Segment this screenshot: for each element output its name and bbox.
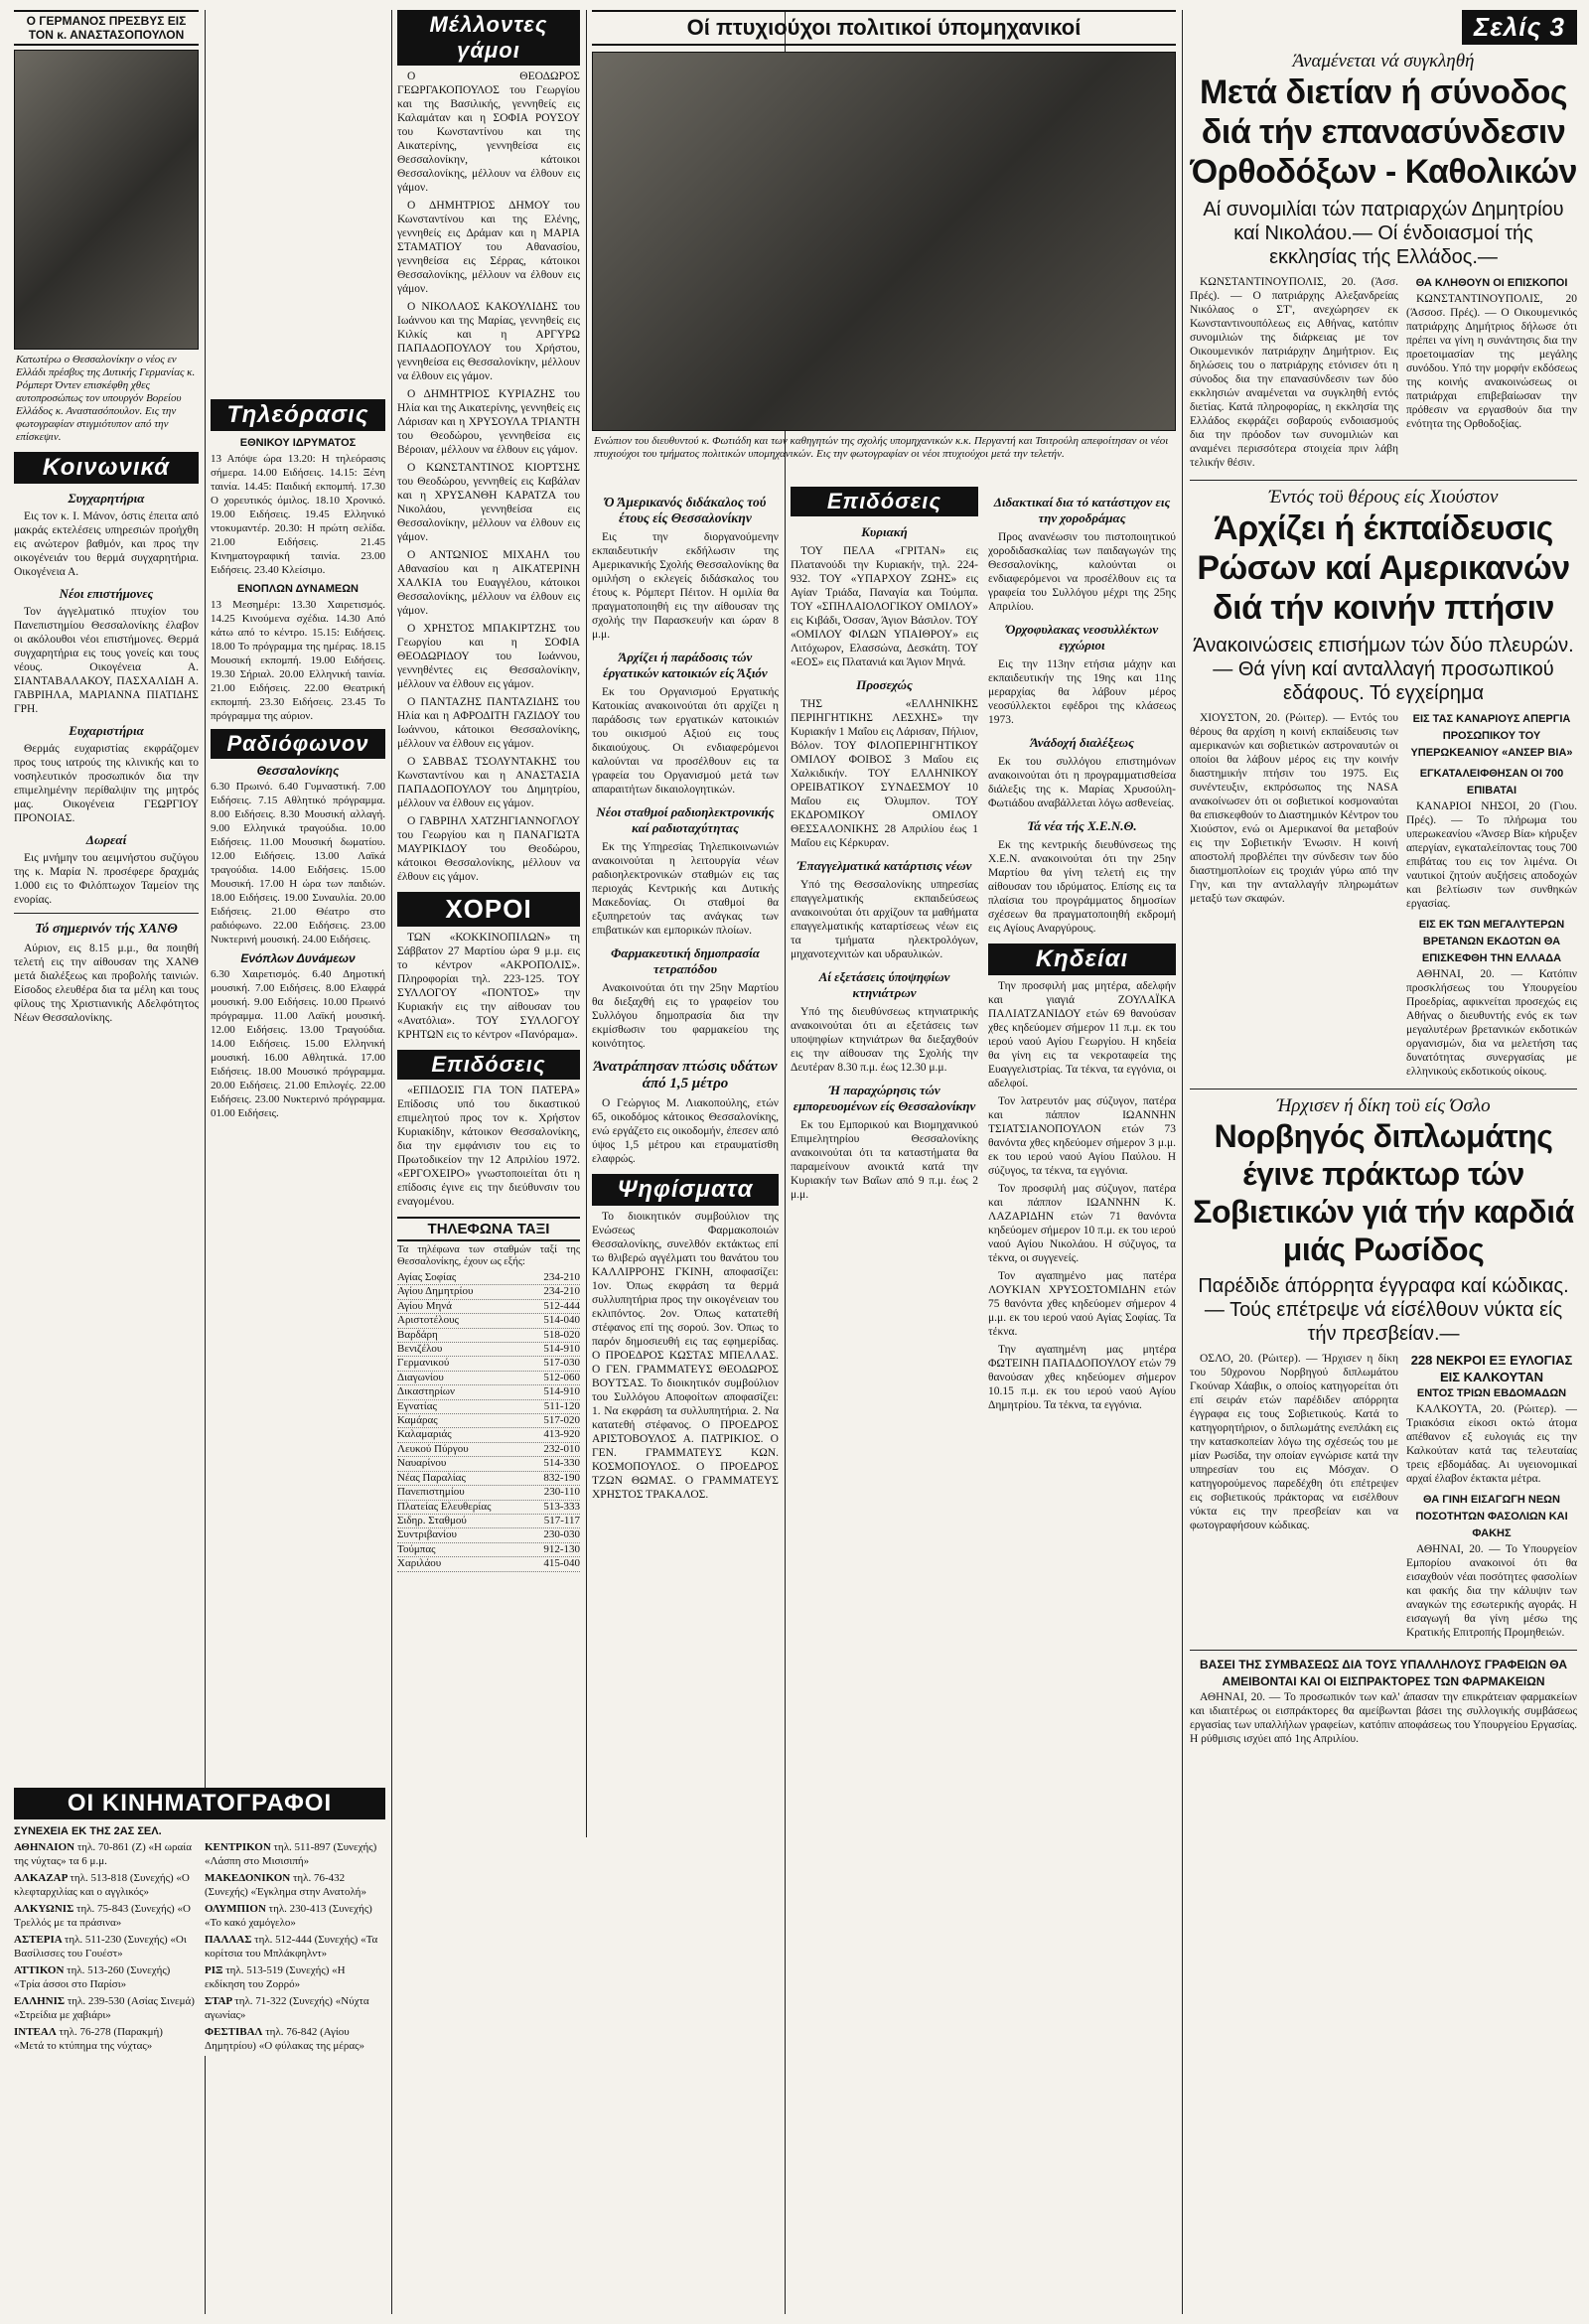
taxi-station-name: Νέας Παραλίας (397, 1471, 466, 1484)
taxi-station-phone: 230-030 (543, 1528, 580, 1541)
taxi-station-name: Τούμπας (397, 1542, 436, 1555)
wedding-item: Ο ΓΑΒΡΙΗΛ ΧΑΤΖΗΓΙΑΝΝΟΓΛΟΥ του Γεωργίου και η ΠΑΝΑΓΙΩΤΑ ΜΑΥΡΙΚΙΔΟΥ του Θεοδώρου, κάτοικοι Θεσσαλονίκης, μέλλουν να έλθουν εις γάμον. (397, 815, 580, 883)
graduates-photo (592, 52, 1176, 431)
xano-paragraph: Αύριον, εις 8.15 μ.μ., θα ποιηθή τελετή εις την αίθουσαν της ΧΑΝΘ μετά διαλέξεως και προβολής ταινιών. Είσοδος ελευθέρα δια τα μέλη και τους φίλους της Χριστιανικής Αδελφότητος Νέων Θεσσαλονίκης. (14, 943, 199, 1024)
trade-headline: Ή παραχώρησις τών εμπορευομένων είς Θεσσαλονίκην (793, 1083, 976, 1113)
cinema-item (205, 1840, 385, 1868)
taxi-station-name: Συντριβανίου (397, 1528, 457, 1541)
taxi-row (397, 1329, 580, 1343)
taxi-station-name: Πλατείας Ελευθερίας (397, 1500, 492, 1513)
social-section-title: Δωρεαί (85, 832, 127, 847)
tv-network-1: ΕΘΝΙΚΟΥ ΙΔΡΥΜΑΤΟΣ (239, 437, 357, 449)
taxi-station-phone: 415-040 (543, 1557, 580, 1570)
cinema-header: ΟΙ ΚΙΝΗΜΑΤΟΓΡΑΦΟΙ (14, 1788, 385, 1819)
taxi-header: ΤΗΛΕΦΩΝΑ ΤΑΞΙ (397, 1217, 580, 1241)
taxi-station-phone: 518-020 (543, 1328, 580, 1341)
story-1-text (1190, 275, 1398, 474)
taxi-station-phone: 413-920 (543, 1428, 580, 1441)
wedding-item: Ο ΚΩΝΣΤΑΝΤΙΝΟΣ ΚΙΟΡΤΣΗΣ του Θεοδώρου, γεννηθείς εις Καβάλαν και η ΧΡΥΣΑΝΘΗ ΚΑΡΑΤΖΑ του Νικολάου, γεννηθείσα εις Θεσσαλονίκην, μέλλουν να έλθουν εις γάμον. (397, 462, 580, 543)
teaching-headline: Διδακτικαί δια τό κατάστιχον εις την χοροδράμας (993, 495, 1171, 525)
import-headline: ΘΑ ΓΙΝΗ ΕΙΣΑΓΩΓΗ ΝΕΩΝ ΠΟΣΟΤΗΤΩΝ ΦΑΣΟΛΙΩΝ ΚΑΙ ΦΑΚΗΣ (1415, 1494, 1568, 1539)
workers-text (592, 685, 779, 797)
column-4b (988, 487, 1176, 1416)
taxi-row (397, 1501, 580, 1515)
taxi-row (397, 1457, 580, 1471)
strike-subhead: ΕΓΚΑΤΑΛΕΙΦΘΗΣΑΝ ΟΙ 700 ΕΠΙΒΑΤΑΙ (1419, 768, 1564, 797)
cinema-name: ΜΑΚΕΔΟΝΙΚΟΝ (205, 1872, 293, 1884)
taxi-row (397, 1314, 580, 1328)
cinema-name: ΑΘΗΝΑΙΟΝ (14, 1841, 77, 1853)
story-1-sidebar (1406, 275, 1577, 474)
taxi-list (397, 1271, 580, 1572)
cinema-info: τηλ. 239-530 (Ασίας Σινεμά) «Στρείδια με χαβιάρι» (14, 1995, 195, 2021)
cinema-info: τηλ. 511-897 (Συνεχής) «Λάσπη στο Μισισιπή» (205, 1841, 377, 1867)
column-2 (211, 10, 385, 1120)
taxi-row (397, 1414, 580, 1428)
taxi-station-phone: 513-333 (543, 1500, 580, 1513)
editors-text (1406, 967, 1577, 1079)
ballots-text (592, 1210, 779, 1502)
cinema-name: ΚΕΝΤΡΙΚΟΝ (205, 1841, 274, 1853)
taxi-station-phone: 230-110 (543, 1486, 580, 1499)
social-section-title: Ευχαριστήρια (69, 723, 144, 738)
taxi-station-phone: 517-117 (543, 1514, 580, 1526)
taxi-row (397, 1515, 580, 1528)
funeral-notice: Τον αγαπημένο μας πατέρα ΛΟΥΚΙΑΝ ΧΡΥΣΟΣΤΟΜΙΔΗΝ ετών 75 θανόντα χθες κηδεύομεν σήμερον 4 μ.μ. εκ του ιερού ναού Αγίας Σοφίας. Τα τέκνα. (988, 1270, 1176, 1338)
excursions-header: Επιδόσεις (397, 1050, 580, 1080)
taxi-station-name: Σιδηρ. Σταθμού (397, 1514, 467, 1526)
taxi-station-phone: 512-444 (543, 1299, 580, 1312)
taxi-row (397, 1285, 580, 1299)
weddings-header: Μέλλοντες γάμοι (397, 10, 580, 66)
wedding-item: Ο ΧΡΗΣΤΟΣ ΜΠΑΚΙΡΤΖΗΣ του Γεωργίου και η ΣΟΦΙΑ ΘΕΟΔΩΡΙΔΟΥ του Ιωάννου, γεννηθέντες εις Θεσσαλονίκην, μέλλουν να έλθουν εις γάμον. (397, 623, 580, 690)
cinema-name: ΙΝΤΕΑΛ (14, 2026, 60, 2038)
cinema-item (14, 1871, 195, 1899)
excursions-text (397, 1084, 580, 1209)
divider (14, 913, 199, 914)
prof-text (791, 878, 978, 961)
american-headline: Ό Άμερικανός διδάκαλος τού έτους είς Θεσσαλονίκην (604, 495, 767, 525)
cinema-info: τηλ. 230-413 (Συνεχής) «Το κακό χαμόγελο» (205, 1903, 372, 1929)
cinema-name: ΠΑΛΛΑΣ (205, 1934, 255, 1946)
trade-text (791, 1118, 978, 1202)
excursions-paragraph: «ΕΠΙΔΟΣΙΣ ΓΙΑ ΤΟΝ ΠΑΤΕΡΑ» Επίδοσις υπό του δικαστικού επιμελητού προς τον κ. Χρήστον Κυριακίδην, κάτοικον Θεσσαλονίκης, δια την εμφάνισιν του εις το Πρωτοδικείον την 12 Απριλίου 1972. «ΕΡΓΟΧΕΙΡΟ» γνωστοποιείται ότι η επίδοσις έγινε εις την διεύθυνσιν του εναγομένου. (397, 1085, 580, 1208)
social-section-2 (14, 587, 199, 716)
cinema-name: ΟΛΥΜΠΙΟΝ (205, 1903, 269, 1915)
funerals-list (988, 979, 1176, 1412)
orthodox-paragraph: Εις την 113ην ετήσια μάχην και εκπαιδευτικήν της 19ης και 11ης μεραρχίας θα λάβουν μέρος νεοσύλλεκτοι εφέδροι της κλάσεως 1973. (988, 658, 1176, 726)
taxi-station-name: Λευκού Πύργου (397, 1442, 469, 1455)
cinema-name: ΑΛΚΥΩΝΙΣ (14, 1903, 77, 1915)
exams-headline: Αί εξετάσεις ύποψηφίων κτηνιάτρων (818, 969, 950, 1000)
taxi-station-phone: 514-330 (543, 1457, 580, 1470)
tv-schedule-1: 13 Απόψε ώρα 13.20: Η τηλεόρασις σήμερα. 14.00 Ειδήσεις. 14.15: Ξένη ταινία. 14.45: Παιδική εκπομπή. 17.30 Ο χορευτικός όμιλος. 18.10 Χρονικό. 19.00 Ειδήσεις. 19.45 Ελληνικό ντοκυμαντέρ. 20.30: Η πρώτη σελίδα. 21.00 Ειδήσεις. 21.45 Κινηματογραφική ταινία. 23.00 Ειδήσεις. 23.40 Κλείσιμο. (211, 453, 385, 576)
taxi-station-name: Καλαμαριάς (397, 1428, 452, 1441)
workers-paragraph: Εκ του Οργανισμού Εργατικής Κατοικίας ανακοινούται ότι αρχίζει η παράδοσις των εργατικών κατοικιών του οικισμού Αξιού εις τους δικαιούχους. Οι ενδιαφερόμενοι καλούνται να προσέλθουν εις τα γραφεία του Οργανισμού μετά των απαραιτήτων δικαιολογητικών. (592, 686, 779, 796)
orthodox-headline: Όρχοφυλακας νεοσυλλέκτων εγχώριοι (1005, 622, 1159, 653)
photo-header: Ο ΓΕΡΜΑΝΟΣ ΠΡΕΣΒΥΣ ΕΙΣ ΤΟΝ κ. ΑΝΑΣΤΑΣΟΠΟΥΛΟΝ (14, 10, 199, 46)
lecture-headline: Άνάδοχή διαλέξεως (1030, 735, 1134, 750)
radio-header: Ραδιόφωνον (211, 729, 385, 759)
wedding-item: Ο ΣΑΒΒΑΣ ΤΣΟΛΥΝΤΑΚΗΣ του Κωνσταντίνου και η ΑΝΑΣΤΑΣΙΑ ΠΑΠΑΔΟΠΟΥΛΟΥ του Δημητρίου, μέλλουν να έλθουν εις γάμον. (397, 756, 580, 809)
taxi-station-phone: 517-020 (543, 1414, 580, 1427)
social-section-text: Τον άγγελματικό πτυχίον του Πανεπιστημίου Θεσσαλονίκης έλαβον οι ακόλουθοι νέοι επιστήμονες. Θερμά συγχαρητήρια εις τους γονείς και τους νέους. Οικογένεια Α. ΣΙΑΝΤΑΒΑΛΑΚΟΥ, ΠΑΣΧΑΛΙΔΗ Α. ΓΑΒΡΙΗΛΑ, ΜΑΡΙΑΝΝΑ ΠΙΑΤΙΔΗΣ ΓΡΗ. (14, 606, 199, 715)
pharmacy-paragraph: Ανακοινούται ότι την 25ην Μαρτίου θα διεξαχθή εις το γραφείον του Συλλόγου δημοπρασία δια την εκμίσθωσιν του φαρμακείου της κοινότητος. (592, 982, 779, 1050)
tv-network-2: ΕΝΟΠΛΩΝ ΔΥΝΑΜΕΩΝ (237, 583, 359, 595)
radio-stations-paragraph: Εκ της Υπηρεσίας Τηλεπικοινωνιών ανακοινούται η λειτουργία νέων ραδιοηλεκτρονικών σταθμών εις τας περιοχάς Κεντρικής και Δυτικής Μακεδονίας. Οι σταθμοί θα εξυπηρετούν τας ανάγκας των επιβατικών και εμπορικών πλοίων. (592, 841, 779, 937)
cinema-info: τηλ. 75-843 (Συνεχής) «Ο Τρελλός με τα πράσινα» (14, 1903, 191, 1929)
cinema-item (205, 1871, 385, 1899)
story-2-text (1190, 711, 1398, 1083)
american-paragraph: Εις την διοργανούμενην εκπαιδευτικήν εκδήλωσιν της Αμερικανικής Σχολής Θεσσαλονίκης θα ομιλήση ο εκλεγείς διδάσκαλος του έτους κ. Ρόμπερτ Πέιτον. Η ομιλία θα πραγματοποιηθή εις την αίθουσαν της σχολής την Παρασκευήν και ώραν 8 μ.μ. (592, 531, 779, 641)
calcutta-subhead: ΕΝΤΟΣ ΤΡΙΩΝ ΕΒΔΟΜΑΔΩΝ (1416, 1387, 1567, 1399)
cinema-name: ΦΕΣΤΙΒΑΛ (205, 2026, 266, 2038)
strike-text (1406, 799, 1577, 911)
kicker-2: Έντός τοϋ θέρους είς Χιούστον (1268, 487, 1499, 508)
column-3 (592, 487, 779, 1506)
cinema-block (14, 1788, 385, 2056)
social-section-text: Εις τον κ. Ι. Μάνον, όστις έπειτα από μακράς εκτελέσεις υπηρεσιών προήχθη εις ανώτερον βαθμόν, και προς την οικογένειάν του θερμά συγχαρητήρια. Οικογένεια Α. (14, 510, 199, 578)
lecture-text (988, 755, 1176, 810)
ballots-paragraph: Το διοικητικόν συμβούλιον της Ενώσεως Φαρμακοποιών Θεσσαλονίκης, συνελθόν εκτάκτως επί τω θλιβερώ αγγέλματι του θανάτου του ΚΑΛΛΙΡΡΟΗΣ ΓΚΙΝΗ, αποφασίζει: 1ον. Όπως εκφράση τα θερμά συλλυπητήρια προς την οικογένειαν του εκλιπόντος. 2ον. Όπως κατατεθή στέφανος επί της σορού. 3ον. Όπως το παρόν δημοσιευθή εις τας εφημερίδας. Ο ΠΡΟΕΔΡΟΣ ΚΩΣΤΑΣ ΜΠΕΛΛΑΣ. Ο ΓΕΝ. ΓΡΑΜΜΑΤΕΥΣ ΘΕΟΔΩΡΟΣ ΒΟΥΤΣΑΣ. Το διοικητικόν συμβούλιον του Συλλόγου Αποφοίτων αποφασίζει: 1. Να εκφράση τα συλλυπητήρια. 2. Να κατατεθή στέφανος. Ο ΠΡΟΕΔΡΟΣ ΑΡΙΣΤΟΒΟΥΛΟΣ Α. ΠΑΤΡΙΚΙΟΣ. Ο ΓΕΝ. ΓΡΑΜΜΑΤΕΥΣ ΚΩΝ. ΚΟΣΜΟΠΟΥΛΟΣ. Ο ΠΡΟΕΔΡΟΣ ΤΖΩΝ ΘΩΜΑΣ. Ο ΓΡΑΜΜΑΤΕΥΣ ΧΡΗΣΤΟΣ ΤΡΑΚΑΛΟΣ. (592, 1211, 779, 1501)
hikes-text (791, 697, 978, 850)
taxi-station-phone: 912-130 (543, 1542, 580, 1555)
cinema-item (14, 1933, 195, 1961)
taxi-station-name: Αριστοτέλους (397, 1314, 459, 1327)
radio-schedule: 6.30 Πρωινό. 6.40 Γυμναστική. 7.00 Ειδήσεις. 7.15 Αθλητικό πρόγραμμα. 8.00 Ειδήσεις. 8.30 Μουσική αλλαγή. 9.00 Ελληνικά τραγούδια. 10.00 Ειδήσεις. 11.00 Μουσική δωματίου. 12.00 Ειδήσεις. 13.00 Λαϊκά τραγούδια. 14.00 Ειδήσεις. 15.00 Μουσική. 17.00 Η ώρα των παιδιών. 18.00 Ειδήσεις. 19.00 Συναυλία. 20.00 Ειδήσεις. 21.00 Θέατρο στο ραδιόφωνο. 22.00 Ειδήσεις. 23.00 Νυκτερινή μουσική. 24.00 Ειδήσεις. (211, 781, 385, 945)
cinema-info: τηλ. 71-322 (Συνεχής) «Νύχτα αγωνίας» (205, 1995, 369, 2021)
taxi-row (397, 1528, 580, 1542)
center-headline: Οί πτυχιούχοι πολιτικοί ύπομηχανικοί (592, 10, 1176, 46)
deck-3: Παρέδιδε άπόρρητα έγγραφα καί κώδικας.— Τούς επέτρεψε νά είσέλθουν νύκτα είς τήν πρεσβείαν.— (1198, 1275, 1569, 1345)
taxi-station-name: Δικαστηρίων (397, 1385, 456, 1398)
taxi-row (397, 1557, 580, 1571)
bottom-headline: ΒΑΣΕΙ ΤΗΣ ΣΥΜΒΑΣΕΩΣ ΔΙΑ ΤΟΥΣ ΥΠΑΛΛΗΛΟΥΣ ΓΡΑΦΕΙΩΝ ΘΑ ΑΜΕΙΒΟΝΤΑΙ ΚΑΙ ΟΙ ΕΙΣΠΡΑΚΤΟΡΕΣ ΤΩΝ ΦΑΡΜΑΚΕΙΩΝ (1200, 1658, 1567, 1688)
wedding-item: Ο ΔΗΜΗΤΡΙΟΣ ΚΥΡΙΑΖΗΣ του Ηλία και της Αικατερίνης, γεννηθείς εις Λάρισαν και η ΧΡΥΣΟΥΛΑ ΤΡΙΑΝΤΗ του Θεοδώρου, γεννηθείσα εις Βέροιαν, μέλλουν να έλθουν εις γάμον. (397, 388, 580, 456)
column-4 (791, 487, 1176, 1416)
water-headline: Άνατράπησαν πτώσις υδάτων άπό 1,5 μέτρο (593, 1059, 778, 1091)
cinema-info: τηλ. 76-842 (Αγίου Δημητρίου) «Ο φύλακας της μέρας» (205, 2026, 365, 2052)
taxi-row (397, 1271, 580, 1285)
sidebar-1-headline: ΘΑ ΚΛΗΘΟΥΝ ΟΙ ΕΠΙΣΚΟΠΟΙ (1415, 277, 1568, 289)
taxi-station-phone: 234-210 (543, 1285, 580, 1298)
cinema-info: τηλ. 513-519 (Συνεχής) «Η εκδίκηση του Ζορρό» (205, 1964, 346, 1990)
strike-headline: ΕΙΣ ΤΑΣ ΚΑΝΑΡΙΟΥΣ ΑΠΕΡΓΙΑ ΠΡΟΣΩΠΙΚΟΥ ΤΟΥ ΥΠΕΡΩΚΕΑΝΙΟΥ «ΑΝΣΕΡ ΒΙΑ» (1410, 713, 1573, 759)
radio-city: Θεσσαλονίκης (256, 764, 340, 778)
taxi-row (397, 1486, 580, 1500)
social-section-4 (14, 833, 199, 907)
kicker-3: Ήρχισεν ή δίκη τοϋ είς Όσλο (1276, 1095, 1491, 1116)
divider (1190, 480, 1577, 481)
funerals-header: Κηδείαι (988, 944, 1176, 975)
taxi-row (397, 1300, 580, 1314)
taxi-row (397, 1357, 580, 1371)
taxi-station-name: Αγίας Σοφίας (397, 1271, 457, 1283)
headline-1: Μετά διετίαν ή σύνοδος διά τήν επανασύνδεσιν Όρθοδόξων - Καθολικών (1190, 73, 1577, 191)
cinema-item (14, 1902, 195, 1930)
column-5 (1190, 10, 1577, 1750)
taxi-row (397, 1472, 580, 1486)
calcutta-headline: 228 ΝΕΚΡΟΙ ΕΞ ΕΥΛΟΓΙΑΣ ΕΙΣ ΚΑΛΚΟΥΤΑΝ (1410, 1353, 1573, 1384)
wedding-item: Ο ΘΕΟΔΩΡΟΣ ΓΕΩΡΓΑΚΟΠΟΥΛΟΣ του Γεωργίου και της Βασιλικής, γεννηθείς εις Καλαμάταν και η ΣΟΦΙΑ ΡΟΥΣΟΥ του Κωνσταντίνου και της Αικατερίνης, γεννηθείσα εις Θεσσαλονίκην, κάτοικοι Θεσσαλονίκης, μέλλουν να έλθουν εις γάμον. (397, 71, 580, 194)
taxi-station-name: Ναυαρίνου (397, 1457, 447, 1470)
events-headline: Κυριακή (861, 524, 908, 539)
taxi-station-name: Εγνατίας (397, 1399, 437, 1412)
water-paragraph: Ο Γεώργιος Μ. Λιακοπούλης, ετών 65, οικοδόμος κάτοικος Θεσσαλονίκης, ενώ εργάζετο εις οικοδομήν, έπεσεν από ύψος 1,5 μέτρου και ετραυματίσθη ελαφρώς. (592, 1097, 779, 1165)
cinema-info: τηλ. 513-818 (Συνεχής) «Ο κλεφταρχιλίας και ο αγγλικός» (14, 1872, 190, 1898)
radio-stations-text (592, 840, 779, 938)
sidebar-1-text (1406, 292, 1577, 431)
story-3-text (1190, 1352, 1398, 1644)
xeno-headline: Τά νέα τής Χ.Ε.Ν.Θ. (1027, 818, 1137, 833)
dances-text (397, 931, 580, 1042)
hikes-headline: Προσεχώς (856, 677, 913, 692)
cinema-list (14, 1840, 385, 2056)
dances-header: ΧΟΡΟΙ (397, 892, 580, 927)
xano-text (14, 942, 199, 1025)
bottom-paragraph: ΑΘΗΝΑΙ, 20. — Το προσωπικόν των καλ' άπασαν την επικράτειαν φαρμακείων και ιδιαιτέρως οι εισπράκτορες θα αμείβωνται βάσει της συλλογικής συμβάσεως εργασίας των υπαλλήλων γραφείων, κατόπιν αποφάσεως του Υπουργείου Εργασίας. Η ρύθμισις ισχύει από 1ης Απριλίου. (1190, 1691, 1577, 1745)
cinema-item (14, 1840, 195, 1868)
column-rule-mid (586, 10, 587, 1837)
cinema-item (205, 1933, 385, 1961)
taxi-station-phone: 511-120 (543, 1399, 580, 1412)
cinema-info: τηλ. 76-278 (Παρακμή) «Μετά το κτύπημα της νύχτας» (14, 2026, 163, 2052)
american-text (592, 530, 779, 642)
story-2-paragraph: ΧΙΟΥΣΤΟΝ, 20. (Ρώιτερ). — Εντός του θέρους θα αρχίση η κοινή εκπαίδευσις των αμερικανών και σοβιετικών αστροναυτών οι οποίοι θα λάβουν μέρος εις την κοινήν διαστημικήν πτήσιν του 1975. Εις συνέντευξιν, εκπρόσωπος της NASA ανακοίνωσεν ότι οι σοβιετικοί κοσμοναύται θα επισκεφθούν το Διαστημικόν Κέντρον του Χιούστον, ενώ οι Αμερικανοί θα μεταβούν εις την Σοβιετικήν Ένωσιν. Η κοινή αποστολή προβλέπει την σύνδεσιν των δύο διαστημοπλοίων εις τροχιάν γύρω από την Γην, και την ανταλλαγήν πληρωμάτων μεταξύ των σκαφών. (1190, 712, 1398, 905)
editors-paragraph: ΑΘΗΝΑΙ, 20. — Κατόπιν προσκλήσεως του Υπουργείου Προεδρίας, αφικνείται προσεχώς εις Αθήνας ο διευθυντής ενός εκ των μεγαλυτέρων βρετανικών εκδοτικών οργανισμών, δια να μελετήση τας δυνατότητας συνεργασίας με ελληνικούς εκδοτικούς οίκους. (1406, 968, 1577, 1078)
taxi-station-phone: 234-210 (543, 1271, 580, 1283)
page-banner: Σελίς 3 (1462, 10, 1577, 45)
taxi-station-phone: 512-060 (543, 1371, 580, 1383)
taxi-station-phone: 832-190 (543, 1471, 580, 1484)
radio-subhead: Ενόπλων Δυνάμεων (240, 951, 356, 965)
wedding-item: Ο ΑΝΤΩΝΙΟΣ ΜΙΧΑΗΛ του Αθανασίου και η ΑΙΚΑΤΕΡΙΝΗ ΧΑΛΚΙΑ του Ευαγγέλου, κάτοικοι Θεσσαλονίκης, μέλλουν να έλθουν εις γάμον. (397, 549, 580, 617)
events-text (791, 544, 978, 669)
column-4a (791, 487, 978, 1416)
taxi-station-name: Βαρδάρη (397, 1328, 438, 1341)
wedding-item: Ο ΝΙΚΟΛΑΟΣ ΚΑΚΟΥΛΙΔΗΣ του Ιωάννου και της Μαρίας, γεννηθείς εις Κιλκίς και η ΑΡΓΥΡΩ ΠΑΠΑΔΟΠΟΥΛΟΥ του Χρήστου, γεννηθείσα εις Θεσσαλονίκην, μέλλουν να έλθουν εις γάμον. (397, 301, 580, 382)
taxi-station-phone: 232-010 (543, 1442, 580, 1455)
taxi-station-name: Καμάρας (397, 1414, 438, 1427)
import-paragraph: ΑΘΗΝΑΙ, 20. — Το Υπουργείον Εμπορίου ανακοινοί ότι θα εισαχθούν νέαι ποσότητες φασολίων και φακής δια την κάλυψιν των αναγκών της εσωτερικής αγοράς. Η εισαγωγή θα γίνη μέσω της Κρατικής Επιτροπής Προμηθειών. (1406, 1543, 1577, 1639)
cinema-item (205, 1963, 385, 1991)
cinema-info: τηλ. 511-230 (Συνεχής) «Οι Βασίλισσες του Γουέστ» (14, 1934, 187, 1960)
cinema-item (14, 2025, 195, 2053)
strike-paragraph: ΚΑΝΑΡΙΟΙ ΝΗΣΟΙ, 20 (Γιου. Πρές). — Το πλήρωμα του υπερωκεανίου «Άνσερ Βία» κήρυξεν απεργίαν, εγκαταλείποντας τους 700 επιβάτας του εις τον λιμένα. Οι ναυτικοί ζητούν αυξήσεις αποδοχών και βελτίωσιν των συνθηκών εργασίας. (1406, 800, 1577, 910)
bottom-text (1190, 1690, 1577, 1746)
cinema-item (14, 1963, 195, 1991)
taxi-station-name: Πανεπιστημίου (397, 1486, 465, 1499)
wedding-item: Ο ΔΗΜΗΤΡΙΟΣ ΔΗΜΟΥ του Κωνσταντίνου και της Ελένης, γεννηθείς εις Δράμαν και η ΜΑΡΙΑ ΣΤΑΜΑΤΙΟΥ του Αθανασίου, γεννηθείσα εις Σέρρας, κάτοικοι Θεσσαλονίκης, μέλλουν να έλθουν εις γάμον. (397, 200, 580, 295)
lecture-paragraph: Εκ του συλλόγου επιστημόνων ανακοινούται ότι η προγραμματισθείσα διάλεξις της κ. Μαρίας Χρυσούλη-Φωτιάδου αναβάλλεται λόγω ασθενείας. (988, 756, 1176, 809)
taxi-station-phone: 517-030 (543, 1357, 580, 1370)
cinema-info: τηλ. 70-861 (Ζ) «Η ωραία της νύχτας» τα 6 μ.μ. (14, 1841, 192, 1867)
social-section-title: Νέοι επιστήμονες (59, 586, 154, 601)
cinema-name: ΑΛΚΑΖΑΡ (14, 1872, 71, 1884)
ballots-header: Ψηφίσματα (592, 1174, 779, 1206)
cinema-item (205, 1994, 385, 2022)
pharmacy-text (592, 981, 779, 1051)
ambassador-photo-caption: Κατωτέρω ο Θεσσαλονίκην ο νέος εν Ελλάδι πρέσβυς της Δυτικής Γερμανίας κ. Ρόμπερτ Όντεν επισκέφθη χθες αυτοπροσώπως τον υπουργόν Βορείου Ελλάδος κ. Αναστασόπουλον. Εις την φωτογραφίαν στιγμιότυπον από την επίσκεψιν. (16, 354, 196, 443)
cinema-name: ΑΣΤΕΡΙΑ (14, 1934, 65, 1946)
column-rule-2 (391, 10, 392, 2314)
pharmacy-headline: Φαρμακευτική δημοπρασία τετραπόδου (611, 945, 760, 976)
xano-headline: Τό σημερινόν τής ΧΑΝΘ (35, 922, 178, 937)
taxi-intro: Τα τηλέφωνα των σταθμών ταξί της Θεσσαλονίκης, έχουν ως εξής: (397, 1244, 580, 1267)
editors-headline: ΕΙΣ ΕΚ ΤΩΝ ΜΕΓΑΛΥΤΕΡΩΝ ΒΡΕΤΑΝΩΝ ΕΚΔΟΤΩΝ ΘΑ ΕΠΙΣΚΕΦΘΗ ΤΗΝ ΕΛΛΑΔΑ (1418, 919, 1565, 964)
cinema-info: τηλ. 76-432 (Συνεχής) «Έγκλημα στην Ανατολή» (205, 1872, 366, 1898)
taxi-station-phone: 514-910 (543, 1343, 580, 1356)
orthodox-text (988, 657, 1176, 727)
cinema-date: ΣΥΝΕΧΕΙΑ ΕΚ ΤΗΣ 2ΑΣ ΣΕΛ. (14, 1825, 162, 1837)
graduates-photo-caption: Ενώπιον του διευθυντού κ. Φωτιάδη και των καθηγητών της σχολής υπομηχανικών κ.κ. Περγαντή και Τσιτρούλη απεφοίτησαν οι νέοι πτυχιούχοι του τμήματος πολιτικών υπομηχανικών. Εις την φωτογραφίαν οι νέοι πτυχιούχοι μετά την τελετήν. (594, 435, 1169, 460)
taxi-station-name: Διαγωνίου (397, 1371, 444, 1383)
taxi-station-name: Βενιζέλου (397, 1343, 443, 1356)
tv-header: Τηλεόρασις (211, 399, 385, 431)
calcutta-paragraph: ΚΑΛΚΟΥΤΑ, 20. (Ρώιτερ). — Τριακόσια είκοσι οκτώ άτομα απέθανον εξ ευλογιάς εις την Καλκούταν κατά τας τελευταίας τρεις εβδομάδας. Αι υγειονομικαί αρχαί έλαβον έκτακτα μέτρα. (1406, 1403, 1577, 1485)
funeral-notice: Την προσφιλή μας μητέρα, αδελφήν και γιαγιά ΖΟΥΛΑΪΚΑ ΠΑΛΙΑΤΖΑΝΙΔΟΥ ετών 69 θανούσαν χθες κηδεύομεν σήμερον 11 π.μ. εκ του ιερού ναού Αγίου Γεωργίου. Η κηδεία θα γίνη εις τα νεκροταφεία της Ευαγγελιστρίας. Τα τέκνα, τα εγγόνια, οι αδελφοί. (988, 980, 1176, 1089)
story-3-paragraph: ΟΣΛΟ, 20. (Ρώιτερ). — Ήρχισεν η δίκη του 50χρονου Νορβηγού διπλωμάτου Γκούναρ Χάαβικ, ο οποίος κατηγορείται ότι επί σειράν ετών παρέδιδεν απόρρητα έγγραφα εις τους Σοβιετικούς. Κατά το κατηγορητήριον, ο διπλωμάτης ενεπλάκη εις την κατασκοπείαν λόγω της σχέσεώς του με μίαν Ρωσίδα, την οποίαν εγνώρισε κατά την υπηρεσίαν του εις Μόσχαν. Ο κατηγορούμενος παρεδέχθη ότι επέτρεψεν εις σοβιετικούς πράκτορας να εισέλθουν νύκτα εις την πρεσβείαν και να φωτογραφήσουν κώδικας. (1190, 1353, 1398, 1531)
xeno-paragraph: Εκ της κεντρικής διευθύνσεως της Χ.Ε.Ν. ανακοινούται ότι την 25ην Μαρτίου θα γίνη τελετή εις την αίθουσαν του ιδρύματος. Επίσης εις τα πλαίσια του προγράμματος δημοσίων σχέσεων θα πραγματοποιηθή εκδρομή εις Αγίους Αναργύρους. (988, 839, 1176, 935)
radio-schedule-2: 6.30 Χαιρετισμός. 6.40 Δημοτική μουσική. 7.00 Ειδήσεις. 8.00 Ελαφρά μουσική. 9.00 Ειδήσεις. 10.00 Πρωινό πρόγραμμα. 11.00 Λαϊκή μουσική. 12.00 Ειδήσεις. 13.00 Τραγούδια. 14.00 Ειδήσεις. 15.00 Ελληνική μουσική. 16.00 Αθλητικά. 17.00 Ειδήσεις. 18.00 Μουσικό πρόγραμμα. 20.00 Ειδήσεις. 21.00 Επιλογές. 22.00 Ειδήσεις. 23.00 Νυκτερινό πρόγραμμα. 01.00 Ειδήσεις. (211, 968, 385, 1119)
headline-2: Άρχίζει ή έκπαίδευσις Ρώσων καί Αμερικανών διά τήν κοινήν πτήσιν (1197, 509, 1570, 627)
announcements-header: Επιδόσεις (791, 487, 978, 516)
cinema-item (205, 2025, 385, 2053)
teaching-paragraph: Προς ανανέωσιν του πιστοποιητικού χοροδιδασκαλίας των παιδαγωγών της Θεσσαλονίκης, καλούνται οι ενδιαφερόμενοι να προσέλθουν εις τα γραφεία του Συλλόγου μέχρι της 25ης Απριλίου. (988, 531, 1176, 613)
xeno-text (988, 838, 1176, 936)
exams-text (791, 1005, 978, 1075)
events-paragraph: ΤΟΥ ΠΕΛΑ «ΓΡΙΤΑΝ» εις Πλατανούδι την Κυριακήν, τηλ. 224-932. ΤΟΥ «ΥΠΑΡΧΟΥ ΖΩΗΣ» εις Αγίαν Τριάδα, Παναγία και Τούμπα. ΤΟΥ «ΣΠΗΛΑΙΟΛΟΓΙΚΟΥ ΟΜΙΛΟΥ» εις Κιβάδι, Όσσαν, Άγιον Βάσιλον. ΤΟΥ «ΟΜΙΛΟΥ ΦΙΛΩΝ ΥΠΑΙΘΡΟΥ» εις Λιτόχωρον, Ελασσώνα, Δεσκάτη. ΤΟΥ «ΕΟΣ» εις Πλατανιά και Άγιον Μηνά. (791, 545, 978, 668)
taxi-station-phone: 514-040 (543, 1314, 580, 1327)
taxi-station-name: Χαριλάου (397, 1557, 442, 1570)
water-text (592, 1096, 779, 1166)
kicker-1: Άναμένεται νά συγκληθή (1292, 51, 1475, 72)
calcutta-text (1406, 1402, 1577, 1486)
sidebar-1-paragraph: ΚΩΝΣΤΑΝΤΙΝΟΥΠΟΛΙΣ, 20 (Άσσοσ. Πρές). — Ο Οικουμενικός πατριάρχης Δημήτριος δήλωσε ότι πρέπει να γίνη η συνάντησις δια την προετοιμασίαν της μεγάλης συνόδου. Υπό την μορφήν εκδόσεως της κοινής ανακοινώσεως οι πατριάρχαι επιβεβαίωσαν την πρόθεσιν να εργασθούν δια την ενότητα της Ορθοδοξίας. (1406, 293, 1577, 430)
funeral-notice: Τον λατρευτόν μας σύζυγον, πατέρα και πάππον ΙΩΑΝΝΗΝ ΤΣΙΑΤΣΙΑΝΟΠΟΥΛΟΝ ετών 73 θανόντα χθες κηδεύομεν σήμερον 3 μ.μ. εκ του ιερού ναού Αγίου Παύλου. Η σύζυγος, τα τέκνα, τα εγγόνια. (988, 1095, 1176, 1177)
cinema-info: τηλ. 513-260 (Συνεχής) «Τρία άσσοι στο Παρίσι» (14, 1964, 171, 1990)
prof-paragraph: Υπό της Θεσσαλονίκης υπηρεσίας επαγγελματικής εκπαιδεύσεως ανακοινούται ότι αρχίζουν τα μαθήματα επαγγελματικής καταρτίσεως νέων εις τα τμήματα ηλεκτρολόγων, μηχανοτεχνιτών και υδραυλικών. (791, 879, 978, 960)
story-1-paragraph: ΚΩΝΣΤΑΝΤΙΝΟΥΠΟΛΙΣ, 20. (Άσσ. Πρές). — Ο πατριάρχης Αλεξανδρείας Νικόλαος ο ΣΤ', ανεχώρησεν εκ Κωνσταντινουπόλεως εις Αθήνας, κατόπιν συνομιλιών της διάρκειας με τον Οικουμενικόν πατριάρχην Δημήτριον. Εις δηλώσεις του ο πατριάρχης ετόνισεν ότι η σύνοδος δια την επανασύνδεσιν των δύο εκκλησιών αναμένεται να συγκληθή εντός διετίας. Κατά πληροφορίας, η εκκλησία της Ελλάδος εκφράζει σοβαρούς ενδοιασμούς δια την πρόοδον των συνομιλιών και αναμένει περισσότερα στοιχεία πριν λάβη τελικήν θέσιν. (1190, 276, 1398, 469)
taxi-row (397, 1385, 580, 1399)
ambassador-photo (14, 50, 199, 350)
social-header: Κοινωνικά (14, 452, 199, 484)
headline-3: Νορβηγός διπλωμάτης έγινε πράκτωρ τών Σοβιετικών γιά τήν καρδιά μιάς Ρωσίδος (1193, 1118, 1574, 1267)
weddings-column (397, 10, 580, 1572)
taxi-row (397, 1543, 580, 1557)
cinema-name: ΣΤΑΡ (205, 1995, 235, 2007)
center-top-block (592, 10, 1176, 465)
taxi-row (397, 1443, 580, 1457)
cinema-name: ΕΛΛΗΝΙΣ (14, 1995, 68, 2007)
cinema-name: ΡΙΞ (205, 1964, 226, 1976)
deck-2: Άνακοινώσεις επισήμων τών δύο πλευρών.— Θά γίνη καί ανταλλαγή προσωπικού εδάφους. Τό εγχείρημα (1193, 635, 1574, 704)
taxi-row (397, 1343, 580, 1357)
teaching-text (988, 530, 1176, 614)
radio-stations-headline: Νέοι σταθμοί ραδιοηλεκτρονικής καί ραδιοταχύτητας (596, 804, 775, 835)
deck-1: Αί συνομιλίαι τών πατριαρχών Δημητρίου καί Νικολάου.— Οί ένδοιασμοί τής εκκλησίας τής Ελλάδος.— (1203, 199, 1564, 268)
prof-headline: Έπαγγελματικά κατάρτισις νέων (796, 858, 972, 873)
social-section-text: Εις μνήμην του αειμνήστου συζύγου της κ. Μαρία Ν. προσέφερε δραχμάς 1.000 εις το Φιλόπτωχον Ταμείον της ενορίας. (14, 852, 199, 906)
taxi-row (397, 1428, 580, 1442)
column-1 (14, 10, 199, 1029)
social-section-title: Συγχαρητήρια (68, 491, 145, 506)
funeral-notice: Τον προσφιλή μας σύζυγον, πατέρα και πάππον ΙΩΑΝΝΗΝ Κ. ΛΑΖΑΡΙΔΗΝ ετών 71 θανόντα κηδεύομεν σήμερον 10 π.μ. εκ του ιερού ναού Αγίου Νικολάου. Η σύζυγος, τα τέκνα, οι συγγενείς. (988, 1183, 1176, 1264)
wedding-item: Ο ΠΑΝΤΑΖΗΣ ΠΑΝΤΑΖΙΔΗΣ του Ηλία και η ΑΦΡΟΔΙΤΗ ΓΑΖΙΔΟΥ του Ιωάννου, κάτοικοι Θεσσαλονίκης, μέλλουν να έλθουν εις γάμον. (397, 696, 580, 750)
social-section-1 (14, 492, 199, 579)
import-text (1406, 1542, 1577, 1640)
social-section-text: Θερμάς ευχαριστίας εκφράζομεν προς τους ιατρούς της κλινικής και το νοσηλευτικόν προσωπικόν δια την επιμελημένην περίθαλψιν της μητρός μας. Οικογένεια ΓΕΩΡΓΙΟΥ ΠΡΟΝΟΙΑΣ. (14, 743, 199, 824)
story-3-sidebar (1406, 1352, 1577, 1644)
exams-paragraph: Υπό της διευθύνσεως κτηνιατρικής ανακοινούται ότι αι εξετάσεις των υποψηφίων κτηνιάτρων θα διεξαχθούν εις την αίθουσαν της Σχολής την Δευτέραν 8.30 π.μ. έως 12.30 μ.μ. (791, 1006, 978, 1074)
cinema-name: ΑΤΤΙΚΟΝ (14, 1964, 68, 1976)
cinema-item (205, 1902, 385, 1930)
trade-paragraph: Εκ του Εμπορικού και Βιομηχανικού Επιμελητηρίου Θεσσαλονίκης ανακοινούται ότι τα καταστήματα θα παραμείνουν ανοικτά κατά την Κυριακήν των Βαΐων από 9 π.μ. έως 2 μ.μ. (791, 1119, 978, 1201)
column-rule-4 (1182, 10, 1183, 2314)
cinema-item (14, 1994, 195, 2022)
social-section-3 (14, 724, 199, 825)
weddings-list (397, 70, 580, 884)
taxi-station-name: Γερμανικού (397, 1357, 450, 1370)
cinema-info: τηλ. 512-444 (Συνεχής) «Τα κορίτσια του Μπλάκφηλντ» (205, 1934, 378, 1960)
taxi-station-name: Αγίου Δημητρίου (397, 1285, 474, 1298)
tv-schedule-2: 13 Μεσημέρι: 13.30 Χαιρετισμός. 14.25 Κινούμενα σχέδια. 14.30 Από κάτω από το κέντρο. 15.15: Ειδήσεις. 18.00 Το πρόγραμμα της ημέρας. 18.15 Μουσική εκπομπή. 19.00 Ειδήσεις. 19.30 Σήριαλ. 20.00 Ελληνική ταινία. 21.00 Ειδήσεις. 22.00 Θεατρική εκπομπή. 23.30 Ειδήσεις. 23.45 Το πρόγραμμα της αύριον. (211, 599, 385, 722)
dances-paragraph: ΤΩΝ «ΚΟΚΚΙΝΟΠΙΛΩΝ» τη Σάββατον 27 Μαρτίου ώρα 9 μ.μ. εις το κέντρον «ΑΚΡΟΠΟΛΙΣ». Πληροφορίαι τηλ. 223-125. ΤΟΥ ΣΥΛΛΟΓΟΥ «ΠΟΝΤΟΣ» την Κυριακήν εις την αίθουσαν του «Ανατόλια». ΤΟΥ ΣΥΛΛΟΓΟΥ ΚΡΗΤΩΝ εις το κέντρον «Πανόραμα». (397, 932, 580, 1041)
taxi-station-phone: 514-910 (543, 1385, 580, 1398)
divider (1190, 1650, 1577, 1651)
story-2-sidebar (1406, 711, 1577, 1083)
taxi-station-name: Αγίου Μηνά (397, 1299, 452, 1312)
hikes-paragraph: ΤΗΣ «ΕΛΛΗΝΙΚΗΣ ΠΕΡΙΗΓΗΤΙΚΗΣ ΛΕΣΧΗΣ» την Κυριακήν 1 Μαΐου εις Λάρισαν, Πήλιον, Βόλον. ΤΟΥ ΦΙΛΟΠΕΡΙΗΓΗΤΙΚΟΥ ΟΜΙΛΟΥ ΦΟΙΒΟΣ 3 Μαΐου εις Χαλκιδικήν. ΤΟΥ ΕΛΛΗΝΙΚΟΥ ΟΡΕΙΒΑΤΙΚΟΥ ΣΥΝΔΕΣΜΟΥ 10 Μαΐου εις Όλυμπον. ΤΟΥ ΕΚΔΡΟΜΙΚΟΥ ΟΜΙΛΟΥ ΘΕΣΣΑΛΟΝΙΚΗΣ 28 Απριλίου έως 1 Μαΐου εις Κέρκυραν. (791, 698, 978, 849)
taxi-row (397, 1372, 580, 1385)
workers-headline: Άρχίζει ή παράδοσις τών έργατικών κατοικιών είς Άξιόν (603, 650, 768, 680)
taxi-row (397, 1400, 580, 1414)
funeral-notice: Την αγαπημένη μας μητέρα ΦΩΤΕΙΝΗ ΠΑΠΑΔΟΠΟΥΛΟΥ ετών 79 θανούσαν χθες κηδεύομεν σήμερον 10.15 π.μ. εκ του ιερού ναού Αγίου Δημητρίου. Τα τέκνα, τα εγγόνια. (988, 1344, 1176, 1411)
